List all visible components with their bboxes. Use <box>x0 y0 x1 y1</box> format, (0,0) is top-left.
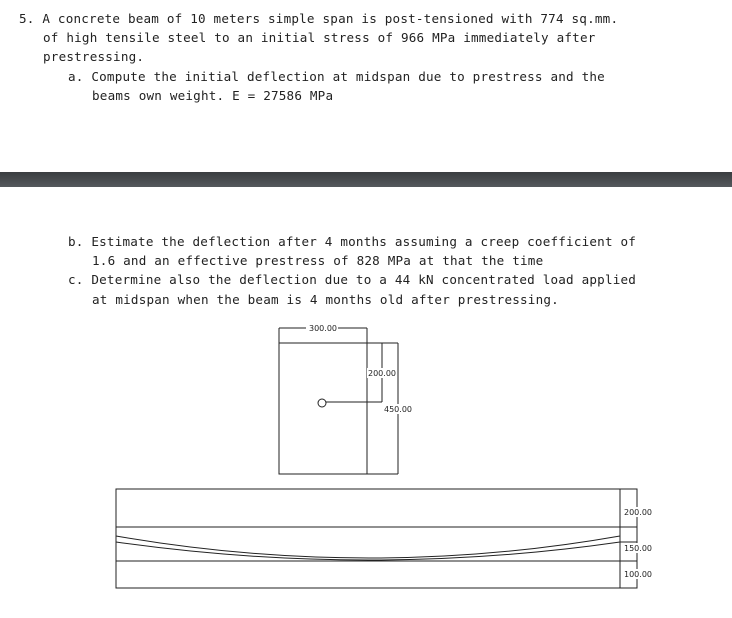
section-outline <box>279 343 367 474</box>
elevation-mid-label: 150.00 <box>624 544 652 553</box>
tendon-circle <box>318 399 326 407</box>
elevation-top-label: 200.00 <box>624 508 652 517</box>
tendon-profile-upper <box>116 536 620 558</box>
beam-outline <box>116 489 637 588</box>
beam-elevation-figure <box>116 489 637 588</box>
section-width-label: 300.00 <box>309 324 337 333</box>
elevation-bottom-label: 100.00 <box>624 570 652 579</box>
part-c-line-1: c. Determine also the deflection due to a 44 kN concentrated load applied <box>68 272 637 287</box>
part-c-line-2: at midspan when the beam is 4 months old after prestressing. <box>92 292 559 307</box>
problem-line-1: 5. A concrete beam of 10 meters simple span is post-tensioned with 774 sq.mm. <box>19 11 619 26</box>
section-top-label: 200.00 <box>368 369 396 378</box>
part-a-line-2: beams own weight. E = 27586 MPa <box>92 88 334 103</box>
cross-section-figure <box>279 328 398 474</box>
part-a-line-1: a. Compute the initial deflection at midspan due to prestress and the <box>68 69 605 84</box>
problem-line-3: prestressing. <box>43 49 145 64</box>
part-b-line-1: b. Estimate the deflection after 4 months assuming a creep coefficient of <box>68 234 637 249</box>
problem-line-2: of high tensile steel to an initial stress of 966 MPa immediately after <box>43 30 596 45</box>
tendon-profile-lower <box>116 542 620 560</box>
part-b-line-2: 1.6 and an effective prestress of 828 MPa at that the time <box>92 253 544 268</box>
section-depth-label: 450.00 <box>384 405 412 414</box>
